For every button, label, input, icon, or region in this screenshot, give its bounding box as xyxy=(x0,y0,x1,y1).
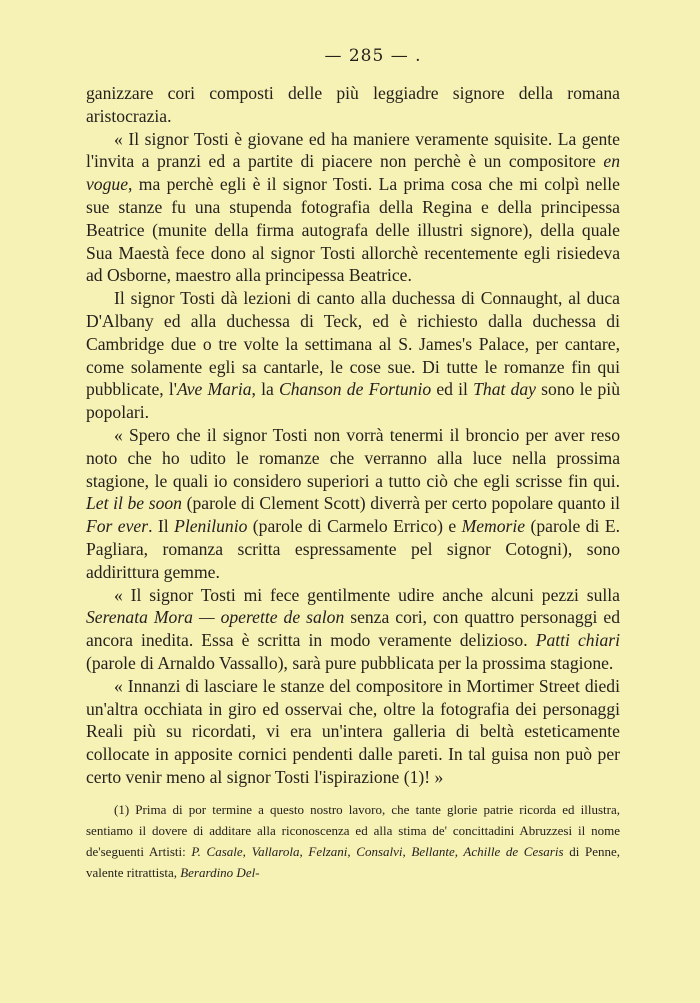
paragraph xyxy=(86,82,620,128)
paragraph xyxy=(86,287,620,424)
italic-text: Serenata Mora — operette de salon xyxy=(86,607,345,628)
italic-text: For ever xyxy=(86,516,149,537)
text-run: « Innanzi di lasciare le stanze del compositore in Mortimer Street diedi un'altra occhiata in giro ed osservai che, oltre la fotografia dei personaggi Reali più su ricordati, vi era un'intera galleria di beltà esteticamente collocate in apposite cornici pendenti dalle pareti. In tal guisa non può per certo venir meno al signor Tosti l'ispirazione (1)! » xyxy=(86,675,620,787)
text-run: (parole di E. Pagliara, romanza scritta espressamente pel signor Cotogni), sono addirittura gemme. xyxy=(86,516,620,582)
italic-text: Plenilunio xyxy=(174,516,248,537)
italic-text: Patti chiari xyxy=(535,630,620,651)
italic-text: Chanson de Fortunio xyxy=(279,379,432,400)
text-run: ganizzare cori composti delle più leggiadre signore della romana aristocrazia. xyxy=(86,83,620,126)
body-text xyxy=(86,82,620,789)
paragraph xyxy=(86,584,620,675)
text-run: (1) Prima di por termine a questo nostro lavoro, che tante glorie patrie ricorda ed illustra, sentiamo il dovere di additare alla riconoscenza ed alla stima de' concittadini Abruzzesi il nome de'seguenti Artisti: xyxy=(86,801,620,859)
text-run: , ma perchè egli è il signor Tosti. La prima cosa che mi colpì nelle sue stanze fu una stupenda fotografia della Regina e della principessa Beatrice (munite della firma autografa delle illustri signore), della quale Sua Maestà fece dono al signor Tosti allorchè recentemente egli risiedeva ad Osborne, maestro alla principessa Beatrice. xyxy=(86,174,620,286)
text-run: senza cori, con quattro personaggi ed ancora inedita. Essa è scritta in modo veramente delizioso. xyxy=(86,607,620,651)
italic-text: That day xyxy=(473,379,536,400)
text-run: , la xyxy=(251,379,280,400)
footnote xyxy=(86,799,620,883)
italic-text: Let il be soon xyxy=(86,493,182,514)
italic-text: Memorie xyxy=(461,516,526,537)
text-run: (parole di Clement Scott) diverrà per certo popolare quanto il xyxy=(181,493,621,514)
text-run: (parole di Carmelo Errico) e xyxy=(247,516,462,537)
text-run: « Il signor Tosti mi fece gentilmente udire anche alcuni pezzi sulla xyxy=(114,584,620,605)
text-run: « Spero che il signor Tosti non vorrà tenermi il broncio per aver reso noto che ho udito le romanze che verranno alla luce nella prossima stagione, le quali io considero superiori a tutto ciò che egli scrisse fin qui. xyxy=(86,424,620,491)
italic-text: P. Casale, Vallarola, Felzani, Consalvi, Bellante, Achille de Cesaris xyxy=(191,843,564,859)
italic-text: en vogue xyxy=(86,151,620,195)
text-run: « Il signor Tosti è giovane ed ha maniere veramente squisite. La gente l'invita a pranzi ed a partite di piacere non perchè è un compositore xyxy=(86,128,620,172)
paragraph xyxy=(86,128,620,288)
italic-text: Berardino Del- xyxy=(180,864,260,880)
text-run: Il signor Tosti dà lezioni di canto alla duchessa di Connaught, al duca D'Albany ed alla duchessa di Teck, ed è richiesto dalla duchessa di Cambridge due o tre volte la settimana al S. James's Palace, per cantare, come solamente egli sa cantarle, le cose sue. Di tutte le romanze fin qui pubblicate, l' xyxy=(86,288,620,400)
paragraph xyxy=(86,424,620,584)
text-run: ed il xyxy=(431,379,474,400)
text-run: . Il xyxy=(148,516,175,537)
text-run: sono le più popolari. xyxy=(86,379,620,423)
paragraph xyxy=(86,675,620,789)
footnote-text xyxy=(86,799,620,883)
text-run: (parole di Arnaldo Vassallo), sarà pure pubblicata per la prossima stagione. xyxy=(86,652,614,673)
page-number: — 285 — . xyxy=(324,46,422,66)
italic-text: Ave Maria xyxy=(176,379,252,400)
text-run: di Penne, valente ritrattista, xyxy=(86,843,620,880)
